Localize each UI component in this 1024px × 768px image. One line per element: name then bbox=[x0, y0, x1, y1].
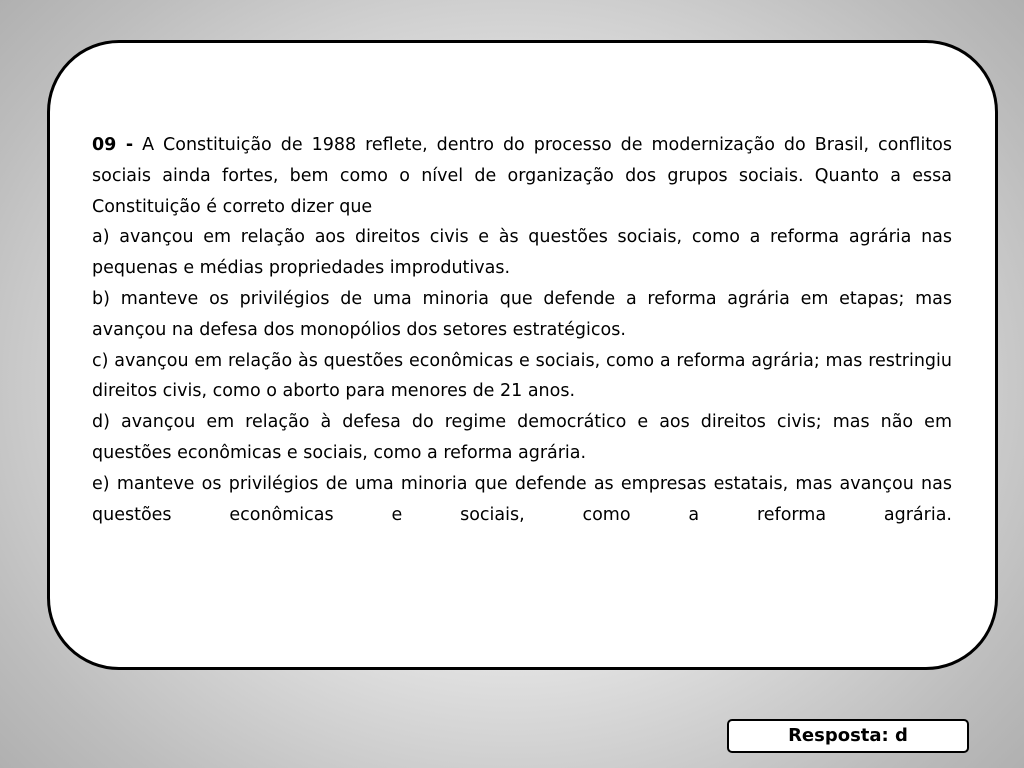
option-b: b) manteve os privilégios de uma minoria que defende a reforma agrária em etapas; mas avançou na defesa dos monopólios dos setores estratégicos. bbox=[92, 288, 952, 340]
option-e: e) manteve os privilégios de uma minoria que defende as empresas estatais, mas avançou nas questões econômicas e sociais, como a reforma agrária. bbox=[92, 473, 952, 525]
question-stem: A Constituição de 1988 reflete, dentro do processo de modernização do Brasil, conflitos sociais ainda fortes, bem como o nível de organização dos grupos sociais. Quanto a essa Constituição é correto dizer que bbox=[92, 135, 952, 217]
option-c: c) avançou em relação às questões econômicas e sociais, como a reforma agrária; mas restringiu direitos civis, como o aborto para menores de 21 anos. bbox=[92, 350, 952, 402]
question-card bbox=[47, 40, 998, 670]
question-text bbox=[92, 130, 952, 530]
option-a: a) avançou em relação aos direitos civis e às questões sociais, como a reforma agrária nas pequenas e médias propriedades improdutivas. bbox=[92, 227, 952, 279]
question-stem-paragraph bbox=[92, 130, 952, 222]
answer-box: Resposta: d bbox=[727, 719, 969, 753]
question-number: 09 - bbox=[92, 135, 134, 155]
option-d: d) avançou em relação à defesa do regime democrático e aos direitos civis; mas não em questões econômicas e sociais, como a reforma agrária. bbox=[92, 412, 952, 463]
